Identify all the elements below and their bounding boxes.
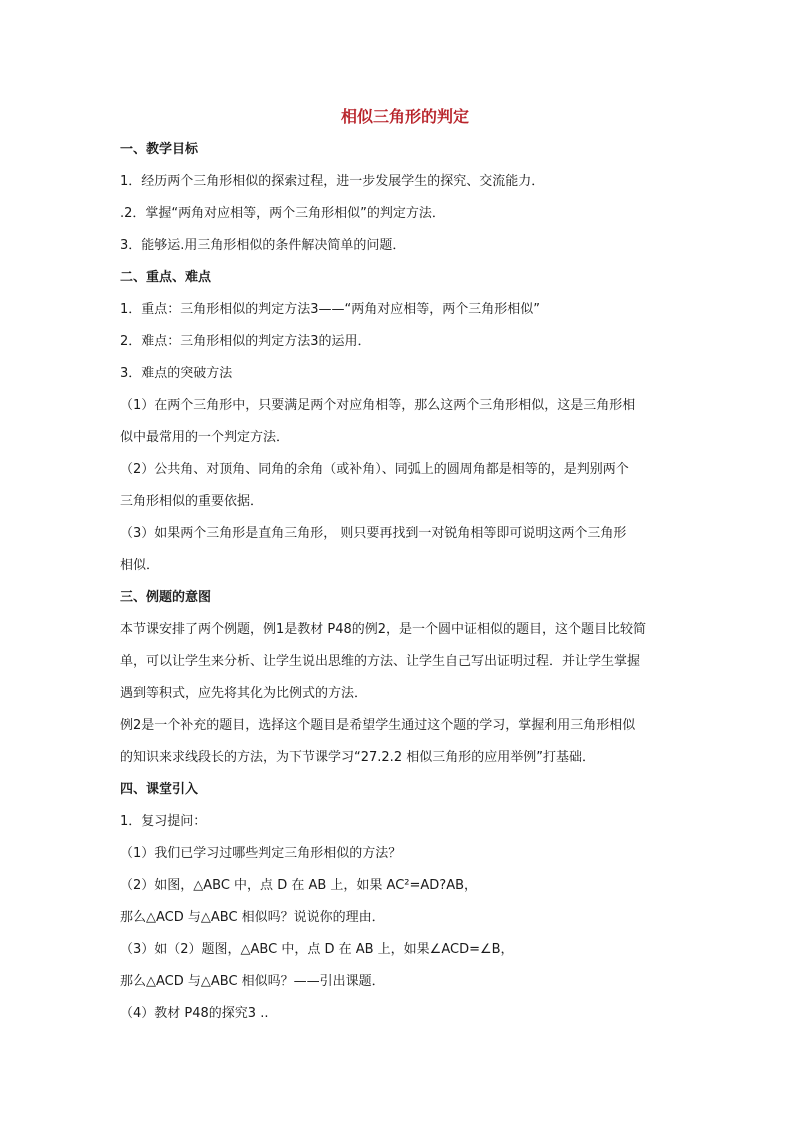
text-line: 例2是一个补充的题目，选择这个题目是希望学生通过这个题的学习，掌握利用三角形相似 [120,718,636,733]
text-line: 遇到等积式，应先将其化为比例式的方法． [120,686,368,701]
text-line: 1．重点：三角形相似的判定方法3——“两角对应相等，两个三角形相似” [120,302,541,317]
document-page [120,100,680,1030]
text-line: 三角形相似的重要依据． [120,494,264,509]
text-line: 1．经历两个三角形相似的探索过程，进一步发展学生的探究、交流能力． [120,174,545,189]
text-line: 那么△ACD 与△ABC 相似吗？说说你的理由． [120,910,385,925]
document-title: 相似三角形的判定 [340,107,469,126]
text-line: （2）如图，△ABC 中，点 D 在 AB 上，如果 AC²=AD?AB， [120,878,478,893]
section-heading: 一、教学目标 [120,142,199,157]
section-heading: 二、重点、难点 [120,270,212,285]
text-line: （4）教材 P48的探究3 .. [120,1006,269,1021]
text-line: （3）如果两个三角形是直角三角形， 则只要再找到一对锐角相等即可说明这两个三角形 [120,526,627,541]
text-line: （1）我们已学习过哪些判定三角形相似的方法？ [120,846,402,861]
text-line: 2．难点：三角形相似的判定方法3的运用． [120,334,371,349]
text-line: 单，可以让学生来分析、让学生说出思维的方法、让学生自己写出证明过程．并让学生掌握 [120,654,641,669]
text-line: 的知识来求线段长的方法，为下节课学习“27.2.2 相似三角形的应用举例”打基础． [120,750,595,765]
text-line: 本节课安排了两个例题，例1是教材 P48的例2，是一个圆中证相似的题目，这个题目比较简 [120,622,647,637]
text-line: 3．难点的突破方法 [120,366,233,381]
text-line: （3）如（2）题图，△ABC 中，点 D 在 AB 上，如果∠ACD=∠B， [120,942,514,957]
text-line: 3．能够运.用三角形相似的条件解决简单的问题． [120,238,406,253]
text-line: 那么△ACD 与△ABC 相似吗？——引出课题． [120,974,385,989]
text-line: .2．掌握“两角对应相等，两个三角形相似”的判定方法． [120,206,445,221]
document-body [120,134,680,1030]
text-line: 相似． [120,558,160,573]
section-heading: 四、课堂引入 [120,782,199,797]
text-line: （2）公共角、对顶角、同角的余角（或补角）、同弧上的圆周角都是相等的，是判别两个 [120,462,629,477]
section-heading: 三、例题的意图 [120,590,212,605]
text-line: 似中最常用的一个判定方法． [120,430,290,445]
text-line: （1）在两个三角形中，只要满足两个对应角相等，那么这两个三角形相似，这是三角形相 [120,398,636,413]
text-line: 1．复习提问： [120,814,207,829]
